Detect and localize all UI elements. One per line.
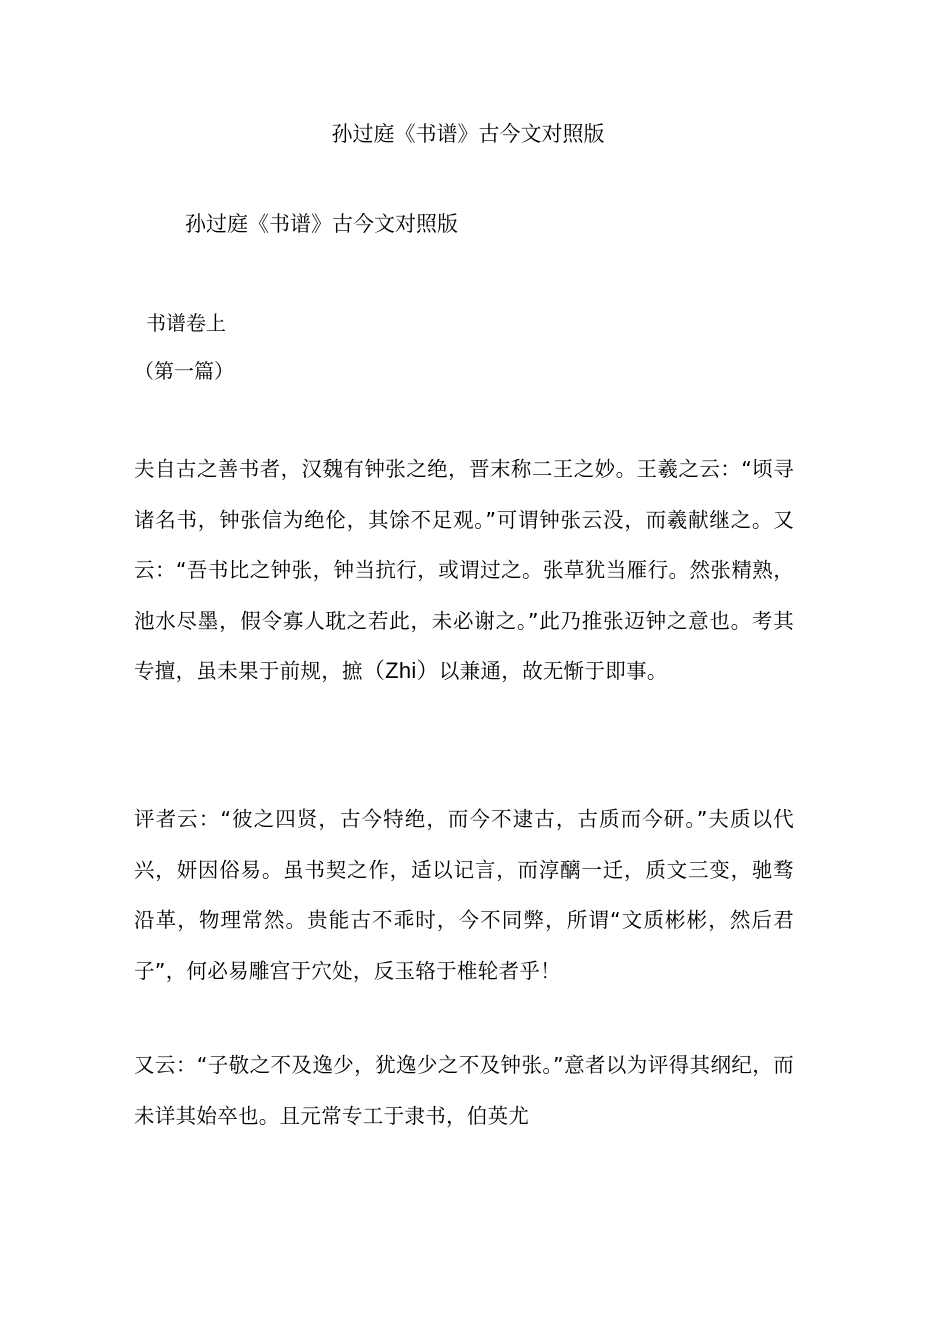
- document-subtitle: 孙过庭《书谱》古今文对照版: [185, 212, 458, 236]
- paragraph-1-text-after: 以兼通，故无惭于即事。: [438, 659, 668, 683]
- chapter-heading: （第一篇）: [134, 359, 234, 383]
- pinyin-annotation: （Zhi）: [362, 658, 439, 683]
- paragraph-3: 又云：“子敬之不及逸少，犹逸少之不及钟张。”意者以为评得其纲纪，而未详其始卒也。且元常专工于隶书，伯英尤: [134, 1053, 794, 1128]
- document-title: 孙过庭《书谱》古今文对照版: [331, 122, 605, 146]
- paragraph-1: [134, 444, 794, 697]
- volume-heading: 书谱卷上: [146, 311, 226, 335]
- paragraph-1-text-before: 夫自古之善书者，汉魏有钟张之绝，晋末称二王之妙。王羲之云：“顷寻诸名书，钟张信为绝伦，其馀不足观。”可谓钟张云没，而羲献继之。又云：“吾书比之钟张，钟当抗行，或谓过之。张草犹当雁行。然张精熟，池水尽墨，假令寡人耽之若此，未必谢之。”此乃推张迈钟之意也。考其专擅，虽未果于前规，摭: [134, 457, 794, 683]
- paragraph-2: 评者云：“彼之四贤，古今特绝，而今不逮古，古质而今研。”夫质以代兴，妍因俗易。虽书契之作，适以记言，而淳醨一迁，质文三变，驰骛沿革，物理常然。贵能古不乖时，今不同弊，所谓“文质彬彬，然后君子”，何必易雕宫于穴处，反玉辂于椎轮者乎！: [134, 807, 794, 983]
